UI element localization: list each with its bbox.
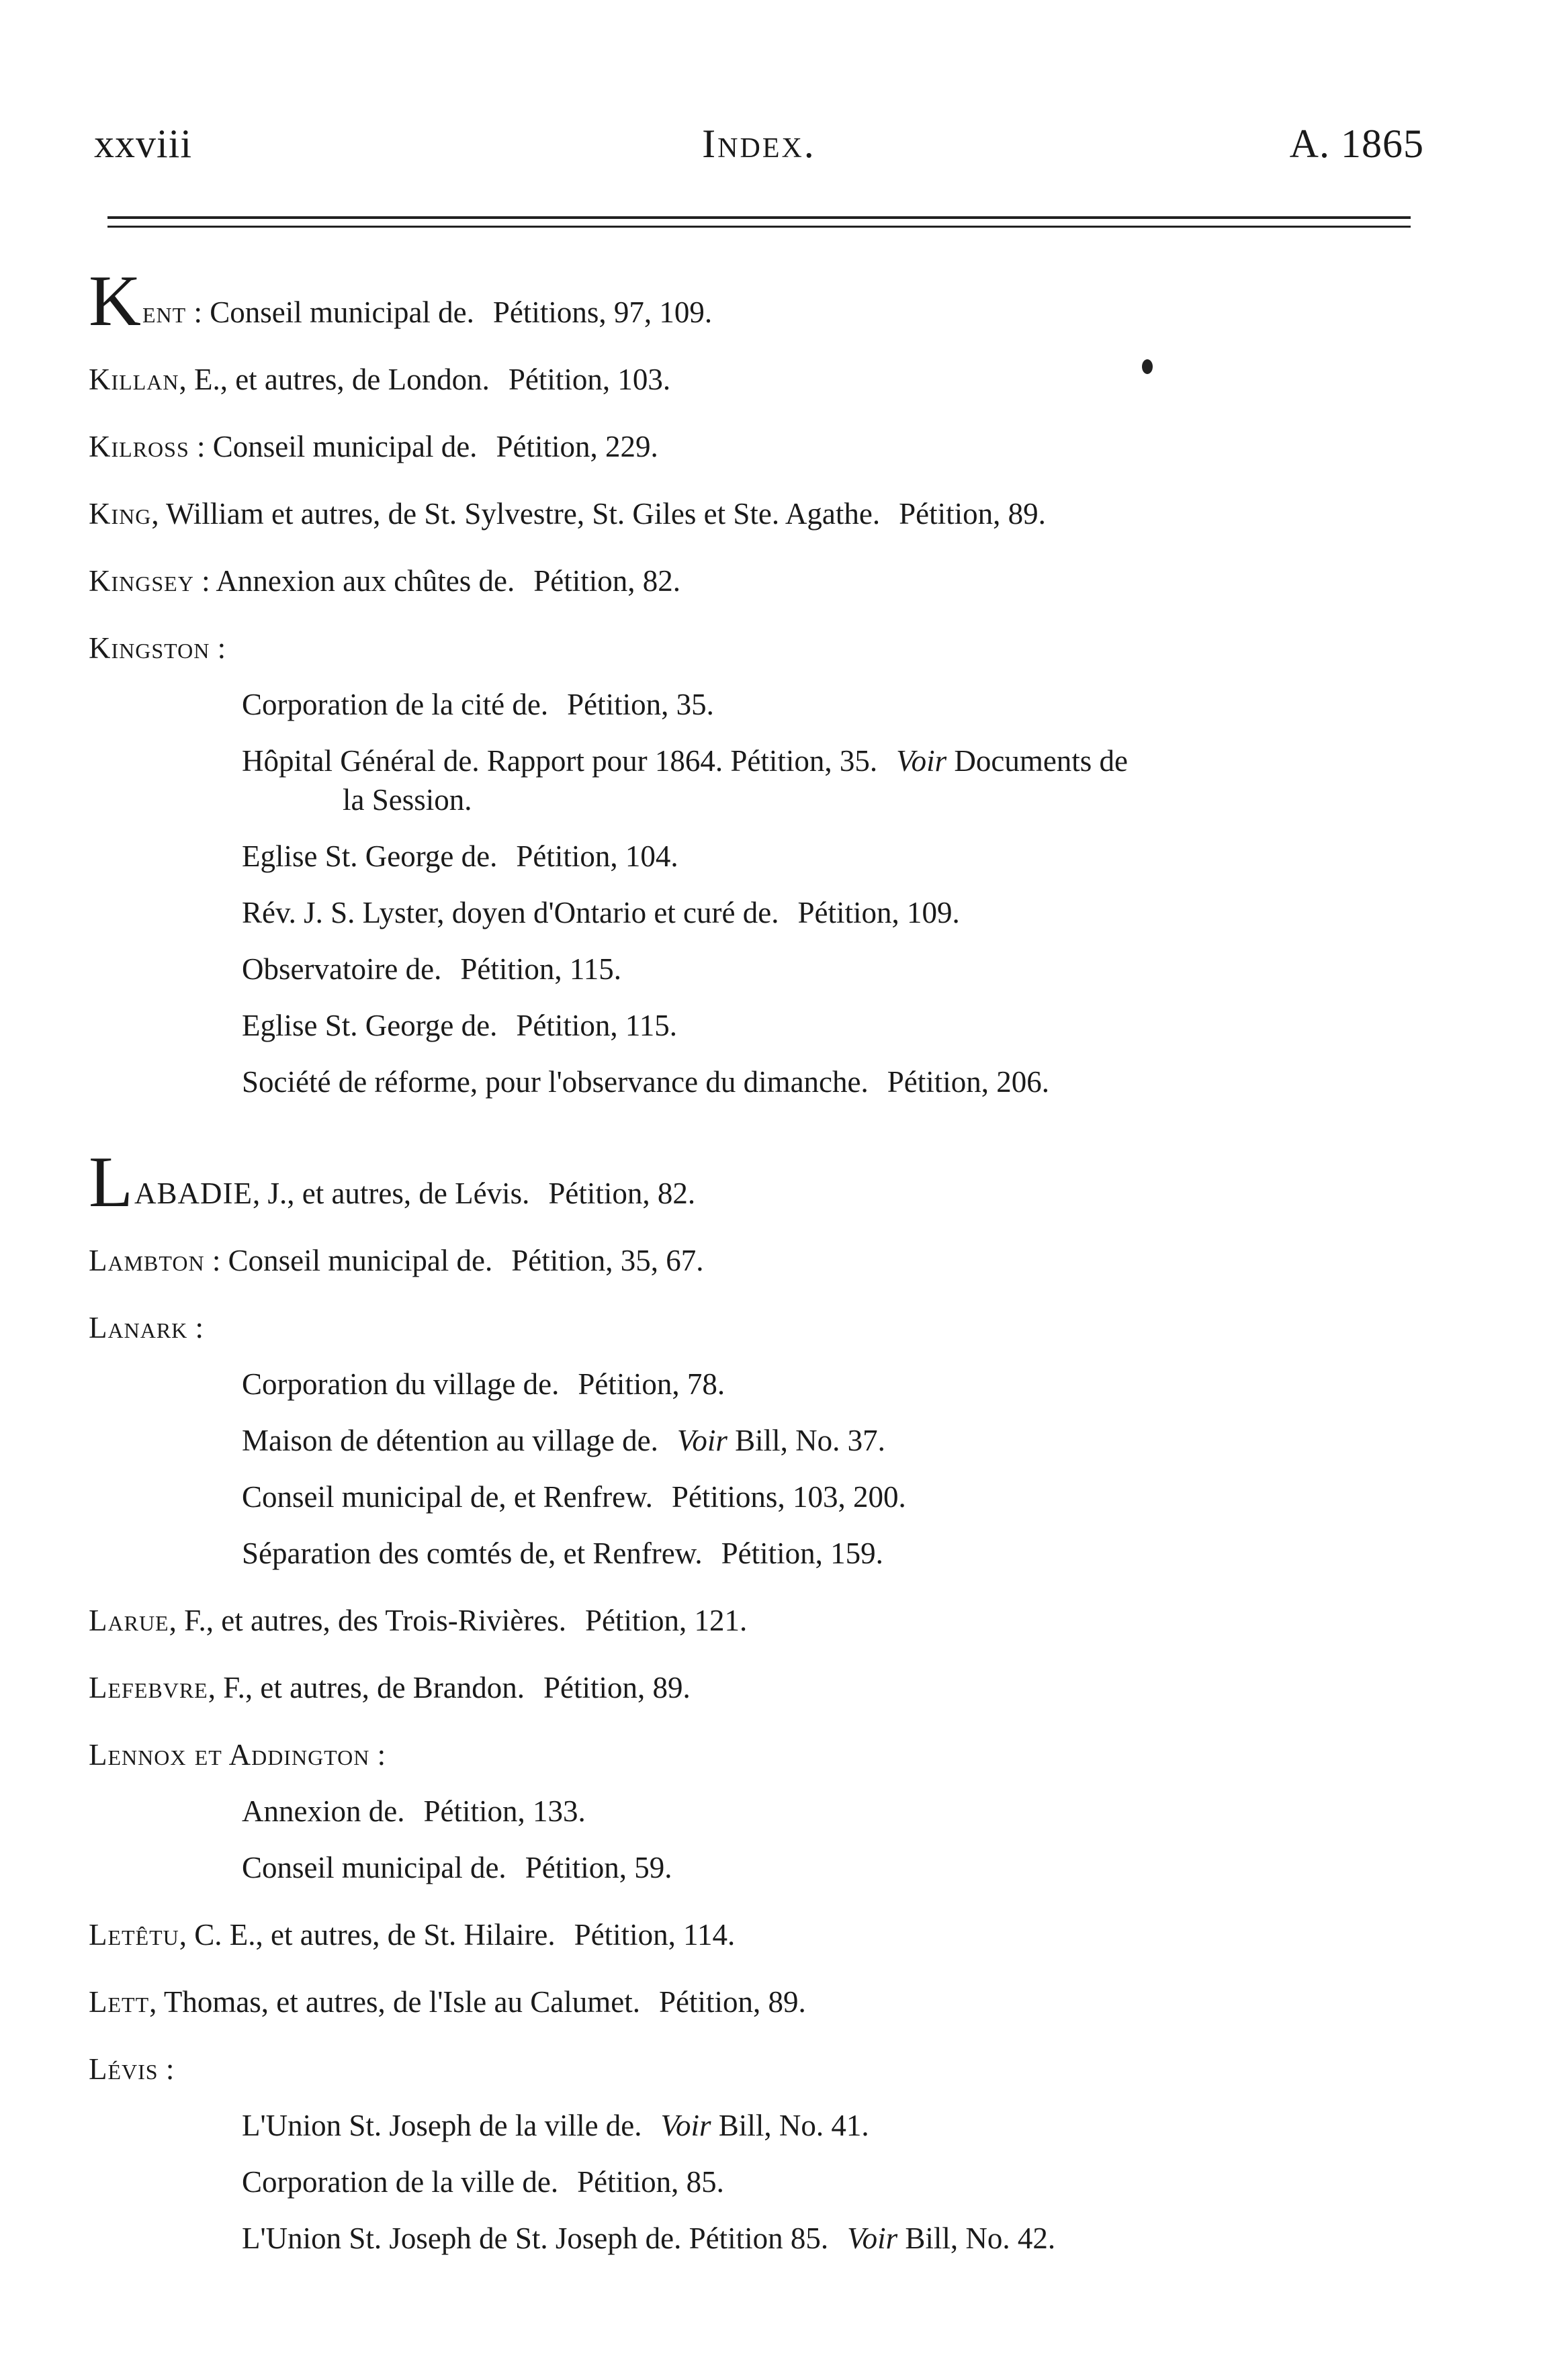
sub-entry-text: Hôpital Général de. Rapport pour 1864. Pétition, 35. (242, 744, 878, 778)
entry-heading: Kilross (89, 430, 189, 463)
entry-reference: Pétition, 35, 67. (511, 1244, 704, 1277)
index-entry (89, 1308, 1446, 1347)
sub-entry-text: Rév. J. S. Lyster, doyen d'Ontario et curé de. (242, 896, 779, 929)
entry-heading: Killan (89, 363, 179, 396)
entry-heading: King (89, 497, 152, 531)
entry-heading: Lett (89, 1985, 150, 2019)
sub-entry (89, 893, 1446, 932)
sub-entry-continuation: la Session. (343, 783, 472, 817)
entry-description: : Conseil municipal de. (204, 1244, 493, 1277)
entry-reference: Pétition, 89. (543, 1671, 691, 1704)
sub-entry-text: L'Union St. Joseph de St. Joseph de. Pétition 85. (242, 2222, 829, 2255)
voir-word: Voir (896, 744, 947, 778)
voir-word: Voir (676, 1424, 727, 1457)
entry-heading: Lennox et Addington (89, 1738, 370, 1772)
sub-entry (89, 1365, 1446, 1404)
entry-heading: Letêtu (89, 1918, 179, 1952)
sub-entry (89, 837, 1446, 876)
entry-description: : Annexion aux chûtes de. (193, 564, 515, 598)
index-entry (89, 360, 1446, 399)
entry-reference: Pétition, 89. (658, 1985, 806, 2019)
entry-description: , J., et autres, de Lévis. (252, 1177, 530, 1210)
sub-entry-reference: Pétition, 115. (516, 1009, 677, 1042)
sub-entry (89, 2106, 1446, 2145)
index-entry (89, 561, 1446, 600)
entry-heading: ent (142, 295, 187, 329)
entry-heading: Lambton (89, 1244, 205, 1277)
entry-reference: Pétition, 121. (584, 1604, 748, 1637)
entry-description: : (158, 2052, 175, 2086)
sub-entry (89, 2219, 1446, 2258)
sub-entry-reference: Pétition, 206. (887, 1065, 1050, 1099)
drop-initial: K (89, 261, 141, 341)
entry-heading: Kingston (89, 631, 210, 665)
entry-heading: Lanark (89, 1311, 188, 1344)
entry-reference: Pétition, 229. (496, 430, 658, 463)
voir-word: Voir (847, 2222, 898, 2255)
index-entry (89, 1142, 1446, 1222)
sub-entry (89, 950, 1446, 989)
voir-word: Voir (660, 2109, 711, 2142)
entry-description: : Conseil municipal de. (189, 430, 478, 463)
entry-heading: Larue (89, 1604, 169, 1637)
sub-entry-text: L'Union St. Joseph de la ville de. (242, 2109, 642, 2142)
sub-entry-reference: Pétition, 35. (567, 688, 714, 721)
sub-entry-reference: Voir Bill, No. 42. (847, 2222, 1056, 2255)
index-entry (89, 494, 1446, 533)
index-entry (89, 261, 1446, 341)
entry-reference: Pétition, 89. (899, 497, 1046, 531)
sub-entry-text: Société de réforme, pour l'observance du dimanche. (242, 1065, 869, 1099)
sub-entry (89, 1421, 1446, 1460)
entry-description: , F., et autres, de Brandon. (208, 1671, 525, 1704)
sub-entry (89, 1062, 1446, 1101)
index-entry (89, 1601, 1446, 1640)
year-label: A. 1865 (1289, 122, 1424, 166)
entry-reference: Pétition, 82. (548, 1177, 696, 1210)
entry-description: : (210, 631, 226, 665)
sub-entry-reference: Pétition, 85. (577, 2165, 724, 2199)
sub-entry-reference: Pétition, 104. (516, 839, 678, 873)
sub-entry-text: Séparation des comtés de, et Renfrew. (242, 1537, 703, 1570)
entry-heading: Lefebvre (89, 1671, 208, 1704)
index-entry (89, 1915, 1446, 1954)
sub-entry-reference: Pétition, 78. (578, 1367, 725, 1401)
index-entry (89, 1982, 1446, 2021)
entry-description: , F., et autres, des Trois-Rivières. (169, 1604, 566, 1637)
entry-reference: Pétition, 114. (574, 1918, 736, 1952)
sub-entry-reference: Pétition, 159. (721, 1537, 883, 1570)
sub-entry-text: Conseil municipal de. (242, 1851, 506, 1884)
sub-entry-reference: Voir Documents de (896, 744, 1129, 778)
index-entry (89, 2050, 1446, 2089)
sub-entry-reference: Pétition, 59. (525, 1851, 672, 1884)
index-entry (89, 629, 1446, 668)
entry-description: , E., et autres, de London. (179, 363, 490, 396)
sub-entry-text: Maison de détention au village de. (242, 1424, 658, 1457)
sub-entry-reference: Voir Bill, No. 41. (660, 2109, 869, 2142)
sub-entry-text: Conseil municipal de, et Renfrew. (242, 1480, 653, 1514)
entry-heading: Kingsey (89, 564, 194, 598)
entry-description: : Conseil municipal de. (186, 295, 474, 329)
index-entry (89, 427, 1446, 466)
sub-entry-text: Annexion de. (242, 1794, 405, 1828)
entry-description: : (187, 1311, 204, 1344)
sub-entry (89, 741, 1446, 819)
entry-reference: Pétition, 103. (508, 363, 671, 396)
sub-entry-text: Eglise St. George de. (242, 1009, 498, 1042)
index-entry (89, 1668, 1446, 1707)
entry-description: , Thomas, et autres, de l'Isle au Calumet. (149, 1985, 640, 2019)
sub-entry-text: Corporation du village de. (242, 1367, 560, 1401)
page-title: Index. (702, 122, 816, 166)
header-rule-top (107, 216, 1411, 219)
entry-reference: Pétition, 82. (533, 564, 680, 598)
index-entries (89, 261, 1446, 2258)
sub-entry (89, 1848, 1446, 1887)
header-rule-bottom (107, 226, 1411, 228)
entry-description: , C. E., et autres, de St. Hilaire. (179, 1918, 556, 1952)
sub-entry-reference: Pétition, 133. (423, 1794, 586, 1828)
sub-entry-reference: Pétition, 109. (797, 896, 960, 929)
entry-description: , William et autres, de St. Sylvestre, St. Giles et Ste. Agathe. (151, 497, 881, 531)
sub-entry (89, 685, 1446, 724)
sub-entry-reference: Pétition, 115. (460, 952, 621, 986)
index-entry (89, 1241, 1446, 1280)
sub-entry-text: Corporation de la ville de. (242, 2165, 559, 2199)
sub-entry-text: Eglise St. George de. (242, 839, 498, 873)
entry-reference: Pétitions, 97, 109. (492, 295, 713, 329)
sub-entry-text: Corporation de la cité de. (242, 688, 549, 721)
page-number: xxviii (94, 122, 193, 166)
index-entry (89, 1735, 1446, 1774)
sub-entry (89, 1534, 1446, 1573)
sub-entry (89, 1792, 1446, 1831)
entry-heading: Lévis (89, 2052, 159, 2086)
sub-entry-text: Observatoire de. (242, 952, 442, 986)
entry-description: : (369, 1738, 386, 1772)
sub-entry-reference: Voir Bill, No. 37. (676, 1424, 885, 1457)
sub-entry-reference: Pétitions, 103, 200. (671, 1480, 906, 1514)
entry-heading: ABADIE (134, 1177, 253, 1210)
drop-initial: L (89, 1142, 133, 1222)
running-header (94, 121, 1424, 181)
sub-entry (89, 2162, 1446, 2201)
sub-entry (89, 1006, 1446, 1045)
sub-entry (89, 1477, 1446, 1516)
